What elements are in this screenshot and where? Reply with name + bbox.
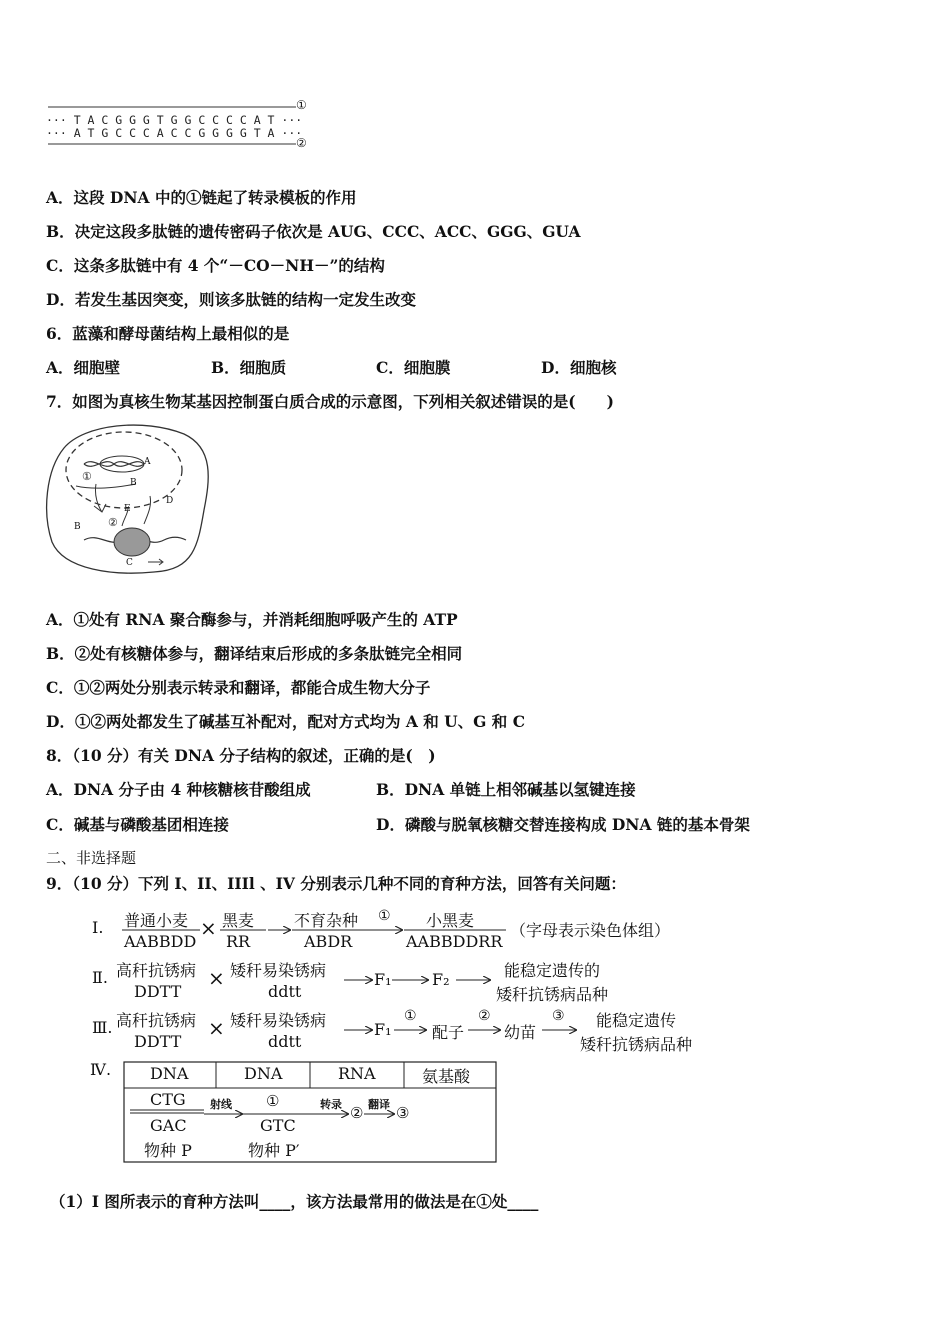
row2-res1: 能稳定遗传的 bbox=[504, 961, 601, 980]
row4-c2: ② bbox=[350, 1104, 364, 1122]
label-c1: ① bbox=[82, 470, 92, 483]
q5-option-c: C．这条多肽链中有 4 个“－CO－NH－”的结构 bbox=[46, 256, 385, 275]
row4-ctg: CTG bbox=[150, 1090, 186, 1109]
row2-p1: 高秆抗锈病 bbox=[116, 961, 197, 980]
label-E: E bbox=[124, 504, 131, 514]
row1-p2: 黑麦 bbox=[222, 911, 255, 930]
row1-p1: 普通小麦 bbox=[124, 911, 189, 930]
row2-f1: F₁ bbox=[374, 970, 392, 989]
row3-p1: 高秆抗锈病 bbox=[116, 1011, 197, 1030]
cross-icon: × bbox=[208, 1016, 225, 1040]
q6-option-d: D．细胞核 bbox=[541, 358, 617, 377]
row3-p2: 矮秆易染锈病 bbox=[230, 1011, 327, 1030]
q7-stem: 7．如图为真核生物某基因控制蛋白质合成的示意图，下列相关叙述错误的是( ) bbox=[46, 392, 614, 411]
q6-option-a: A．细胞壁 bbox=[46, 358, 121, 377]
q5-option-b: B．决定这段多肽链的遗传密码子依次是 AUG、CCC、ACC、GGG、GUA bbox=[46, 222, 581, 241]
row4-num: Ⅳ. bbox=[90, 1060, 112, 1079]
row3-mid1: 配子 bbox=[432, 1023, 465, 1042]
row3-s3: ③ bbox=[552, 1008, 565, 1024]
row3-p2g: ddtt bbox=[268, 1032, 302, 1051]
row4-c1: ① bbox=[266, 1092, 280, 1110]
row1-midg: ABDR bbox=[304, 932, 353, 951]
row4-h3: RNA bbox=[338, 1064, 376, 1083]
dna-strand-2: ··· A T G C C C A C C G G G G T A ··· bbox=[46, 126, 303, 140]
q8-stem: 8．（10 分）有关 DNA 分子结构的叙述，正确的是( ) bbox=[46, 746, 436, 765]
row4-gac: GAC bbox=[150, 1116, 187, 1135]
row1-num: Ⅰ. bbox=[92, 918, 104, 937]
label-B2: B bbox=[74, 522, 81, 532]
q7-option-d: D．①②两处都发生了碱基互补配对，配对方式均为 A 和 U、G 和 C bbox=[46, 712, 526, 731]
label-A: A bbox=[144, 457, 151, 467]
label-B1: B bbox=[130, 478, 137, 488]
row4-h2: DNA bbox=[244, 1064, 283, 1083]
row2-p2: 矮秆易染锈病 bbox=[230, 961, 327, 980]
q9-sub-1: （1）I 图所表示的育种方法叫____，该方法最常用的做法是在①处____ bbox=[50, 1192, 539, 1211]
row3-res2: 矮秆抗锈病品种 bbox=[580, 1035, 693, 1054]
cross-icon: × bbox=[208, 966, 225, 990]
q7-option-c: C．①②两处分别表示转录和翻译，都能合成生物大分子 bbox=[46, 678, 431, 697]
row4-h1: DNA bbox=[150, 1064, 189, 1083]
breeding-diagram bbox=[86, 902, 726, 1166]
q5-option-a: A．这段 DNA 中的①链起了转录模板的作用 bbox=[46, 188, 357, 207]
q6-stem: 6．蓝藻和酵母菌结构上最相似的是 bbox=[46, 324, 290, 343]
row1-p2g: RR bbox=[226, 932, 251, 951]
q7-option-a: A．①处有 RNA 聚合酶参与，并消耗细胞呼吸产生的 ATP bbox=[46, 610, 458, 629]
row1-note: （字母表示染色体组） bbox=[510, 921, 671, 940]
row1-p1g: AABBDD bbox=[124, 932, 197, 951]
strand-label-1: ① bbox=[296, 98, 307, 112]
row1-step: ① bbox=[378, 908, 391, 924]
row2-f2: F₂ bbox=[432, 970, 450, 989]
q8-option-d: D．磷酸与脱氧核糖交替连接构成 DNA 链的基本骨架 bbox=[376, 815, 750, 834]
row3-f1: F₁ bbox=[374, 1020, 392, 1039]
row2-p1g: DDTT bbox=[134, 982, 182, 1001]
row4-gtc: GTC bbox=[260, 1116, 296, 1135]
q8-option-c: C．碱基与磷酸基团相连接 bbox=[46, 815, 229, 834]
q8-option-b: B．DNA 单链上相邻碱基以氢键连接 bbox=[376, 780, 636, 799]
row3-s1: ① bbox=[404, 1008, 417, 1024]
row4-ray: 射线 bbox=[210, 1098, 232, 1111]
label-D: D bbox=[166, 496, 174, 506]
row3-p1g: DDTT bbox=[134, 1032, 182, 1051]
q6-option-c: C．细胞膜 bbox=[376, 358, 451, 377]
row4-spp: 物种 P′ bbox=[248, 1141, 300, 1160]
q6-option-b: B．细胞质 bbox=[211, 358, 287, 377]
q5-option-d: D．若发生基因突变，则该多肽链的结构一定发生改变 bbox=[46, 290, 416, 309]
dna-strand-figure bbox=[44, 98, 324, 154]
row1-mid: 不育杂种 bbox=[294, 911, 359, 930]
row4-fy: 翻译 bbox=[368, 1098, 390, 1111]
dna-strand-1: ··· T A C G G G T G G C C C C A T ··· bbox=[46, 113, 303, 127]
q8-option-a: A．DNA 分子由 4 种核糖核苷酸组成 bbox=[46, 780, 311, 799]
label-c2: ② bbox=[108, 516, 118, 529]
gene-expression-diagram bbox=[44, 420, 214, 580]
row3-mid2: 幼苗 bbox=[504, 1023, 537, 1042]
row1-res: 小黑麦 bbox=[426, 911, 475, 930]
row4-c3: ③ bbox=[396, 1104, 410, 1122]
q9-stem: 9．（10 分）下列 I、II、IIIl 、IV 分别表示几种不同的育种方法，回答有关问题： bbox=[46, 874, 626, 893]
q7-option-b: B．②处有核糖体参与，翻译结束后形成的多条肽链完全相同 bbox=[46, 644, 463, 663]
label-C: C bbox=[126, 558, 133, 568]
row3-s2: ② bbox=[478, 1008, 491, 1024]
row2-p2g: ddtt bbox=[268, 982, 302, 1001]
row1-resg: AABBDDRR bbox=[406, 932, 503, 951]
row4-zl: 转录 bbox=[320, 1098, 342, 1111]
strand-label-2: ② bbox=[296, 136, 307, 150]
row2-num: Ⅱ. bbox=[92, 968, 108, 987]
row4-sp: 物种 P bbox=[144, 1141, 192, 1160]
row4-h4: 氨基酸 bbox=[422, 1067, 471, 1086]
section-heading: 二、非选择题 bbox=[46, 849, 137, 867]
row3-num: Ⅲ. bbox=[92, 1018, 113, 1037]
row3-res1: 能稳定遗传 bbox=[596, 1011, 677, 1030]
cross-icon: × bbox=[200, 916, 217, 940]
row2-res2: 矮秆抗锈病品种 bbox=[496, 985, 609, 1004]
